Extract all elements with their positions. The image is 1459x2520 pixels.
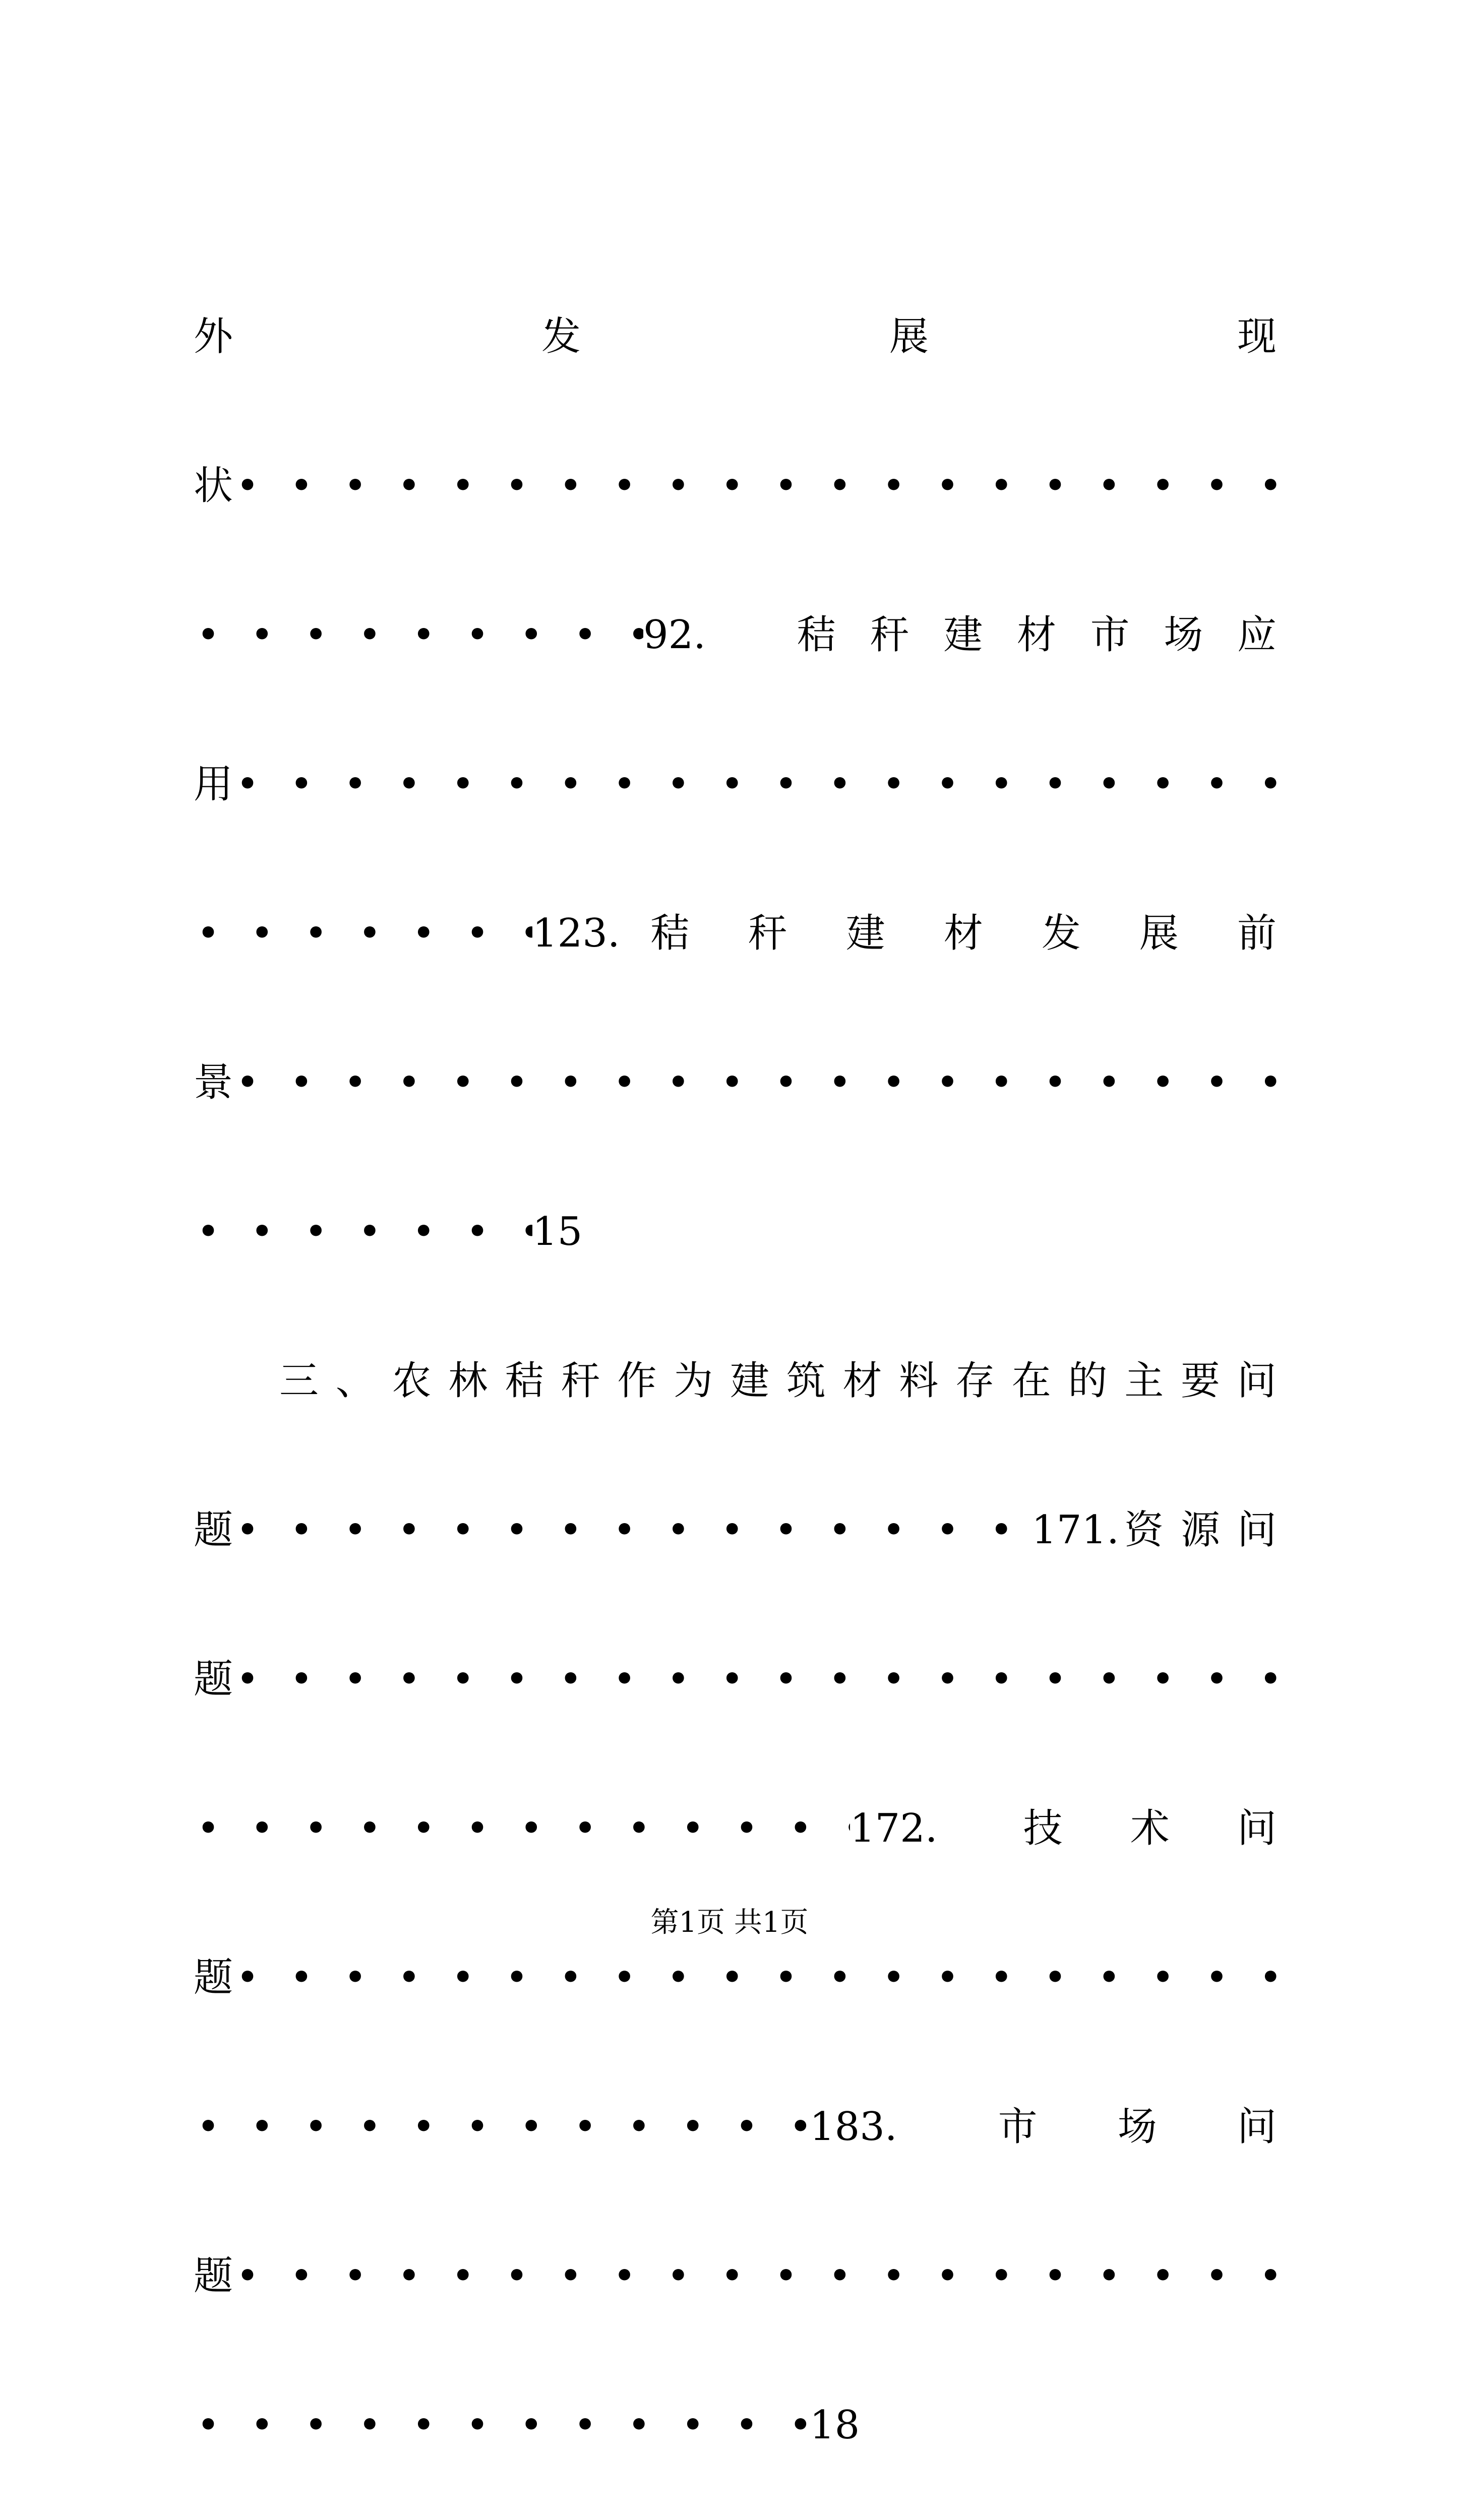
leader-dots	[233, 466, 1276, 506]
toc-text: 外	[194, 314, 233, 359]
leader-dots	[194, 2107, 810, 2147]
leader-dots	[233, 765, 1276, 804]
page-footer: 第1页 共1页	[650, 1906, 809, 1939]
toc-text: 用	[194, 762, 233, 807]
toc-page-number: 18	[810, 2403, 860, 2448]
toc-heading: 秸 秆 建 材 发 展 前	[650, 911, 1276, 956]
toc-line-14	[194, 2201, 1276, 2351]
toc-heading: 技 术 问	[1023, 1806, 1276, 1851]
toc-number: 171.	[1031, 1507, 1119, 1553]
toc-page-number: 15	[532, 1209, 583, 1254]
toc-line-5	[194, 859, 1276, 1008]
leader-dots	[233, 1510, 1031, 1550]
toc-line-6	[194, 1008, 1276, 1157]
leader-dots	[194, 914, 532, 953]
toc-heading: 三 、 农 林 秸 秆 作 为 建 筑 材 料 存 在 的 主 要 问	[279, 1358, 1276, 1404]
toc-line-2	[194, 411, 1276, 560]
leader-dots	[194, 2406, 810, 2445]
toc-text: 展	[889, 314, 929, 359]
toc-line-11	[194, 1754, 1276, 1903]
toc-number: 172.	[850, 1806, 938, 1851]
toc-text: 景	[194, 1060, 233, 1105]
toc-line-10	[194, 1605, 1276, 1754]
toc-text: 题	[194, 1657, 233, 1702]
toc-line-3	[194, 560, 1276, 710]
toc-text: 题	[194, 2253, 233, 2299]
toc-text: 题	[194, 1507, 233, 1553]
toc-line-13	[194, 2052, 1276, 2201]
toc-line-9	[194, 1456, 1276, 1605]
leader-dots	[194, 1212, 532, 1251]
leader-dots	[194, 615, 643, 655]
toc-text: 发	[541, 314, 581, 359]
toc-heading: 资 源 问	[1124, 1507, 1276, 1553]
toc-line-4	[194, 710, 1276, 859]
toc-number: 123.	[532, 911, 620, 956]
toc-text: 状	[194, 463, 233, 509]
table-of-contents	[194, 262, 1276, 2520]
toc-heading: 秸 秆 建 材 市 场 应	[797, 612, 1276, 658]
toc-line-1	[194, 262, 1276, 411]
toc-number: 183.	[810, 2104, 897, 2150]
leader-dots	[233, 1063, 1276, 1102]
toc-line-7	[194, 1157, 1276, 1306]
leader-dots	[194, 1809, 850, 1848]
toc-text: 题	[194, 1955, 233, 2000]
leader-dots	[233, 1660, 1276, 1699]
toc-line-8	[194, 1306, 1276, 1456]
leader-dots	[233, 1958, 1276, 1997]
toc-line-16	[194, 2500, 1276, 2520]
toc-number: 92.	[643, 612, 706, 658]
toc-line-15	[194, 2351, 1276, 2500]
toc-heading: 市 场 问	[998, 2104, 1276, 2150]
toc-text: 现	[1237, 314, 1276, 359]
leader-dots	[233, 2256, 1276, 2296]
